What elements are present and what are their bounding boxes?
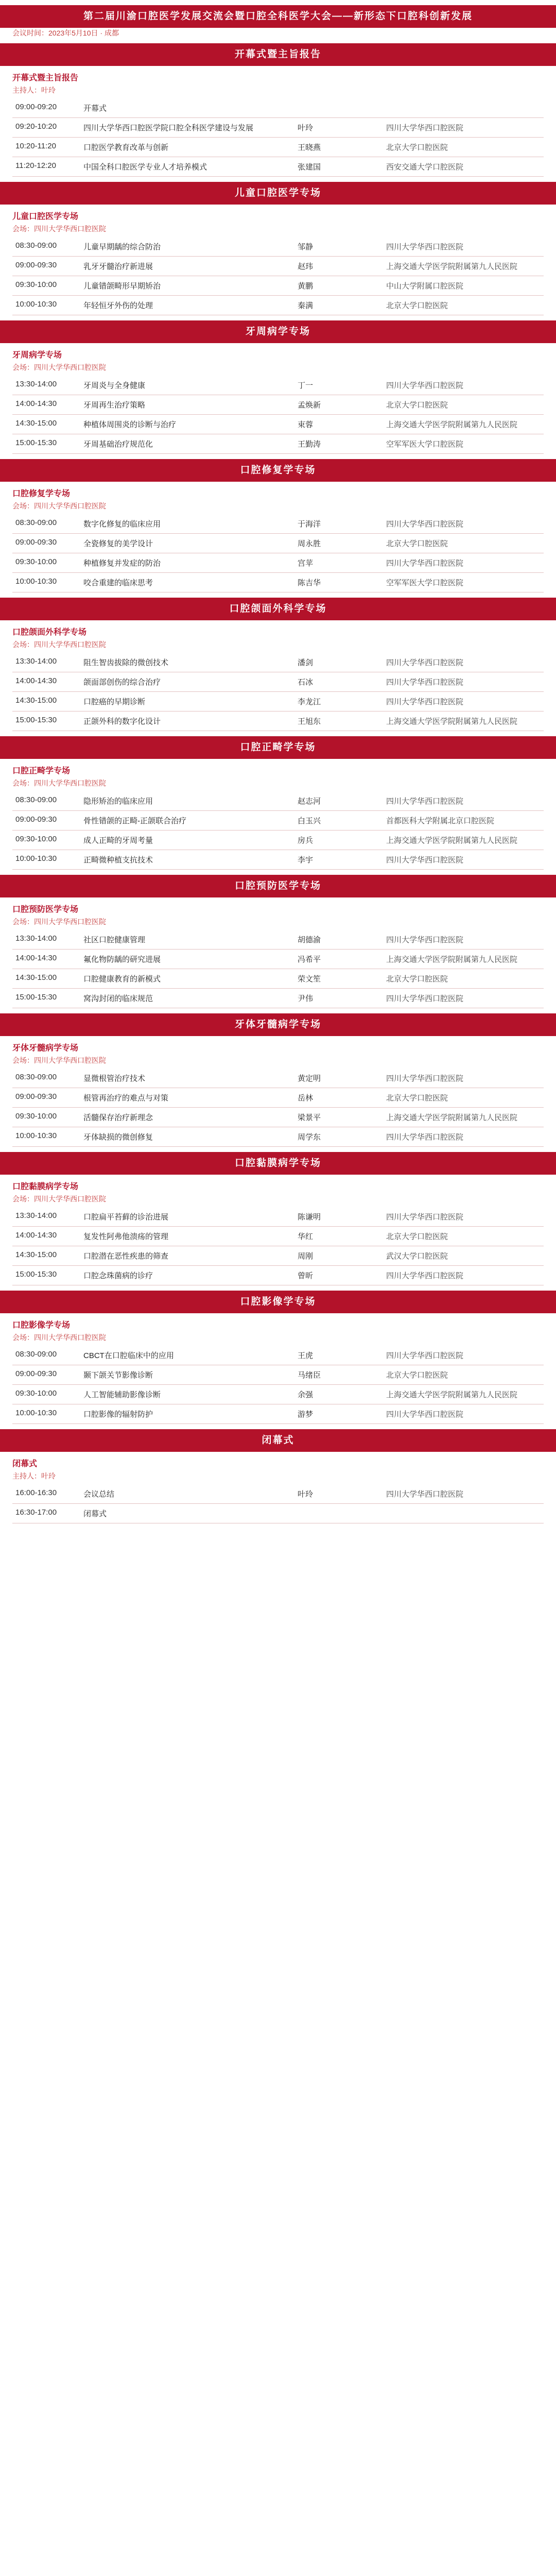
topic-cell: 乳牙牙髓治疗新进展 (80, 257, 294, 276)
affiliation-cell: 武汉大学口腔医院 (383, 1246, 544, 1266)
time-cell: 13:30-14:00 (12, 1207, 80, 1227)
schedule-row (12, 157, 544, 177)
session-title: 口腔修复学专场 (12, 489, 71, 498)
affiliation-cell: 上海交通大学医学院附属第九人民医院 (383, 711, 544, 731)
speaker-cell: 李龙江 (294, 692, 383, 711)
affiliation-cell: 中山大学附属口腔医院 (383, 276, 544, 296)
speaker-cell: 胡德渝 (294, 930, 383, 950)
schedule-row (12, 534, 544, 553)
time-cell: 09:00-09:30 (12, 1088, 80, 1108)
time-cell: 10:00-10:30 (12, 1404, 80, 1424)
speaker-cell: 王勤涛 (294, 434, 383, 454)
schedule-row (12, 1127, 544, 1147)
speaker-cell: 丁一 (294, 376, 383, 395)
affiliation-cell: 上海交通大学医学院附属第九人民医院 (383, 1108, 544, 1127)
schedule-row (12, 989, 544, 1008)
session-title: 口腔预防医学专场 (12, 905, 79, 914)
topic-cell: 数字化修复的临床应用 (80, 514, 294, 534)
speaker-cell: 岳林 (294, 1088, 383, 1108)
session-header: 口腔黏膜病学专场 (0, 1152, 556, 1175)
speaker-cell: 叶玲 (294, 118, 383, 138)
speaker-cell: 于海洋 (294, 514, 383, 534)
topic-cell: 年轻恒牙外伤的处理 (80, 296, 294, 315)
schedule-row (12, 1108, 544, 1127)
speaker-cell: 秦满 (294, 296, 383, 315)
affiliation-cell: 四川大学华西口腔医院 (383, 653, 544, 672)
time-cell: 15:00-15:30 (12, 711, 80, 731)
speaker-cell: 白玉兴 (294, 811, 383, 831)
time-cell: 10:20-11:20 (12, 138, 80, 157)
topic-cell: 口腔影像的辐射防护 (80, 1404, 294, 1424)
topic-cell: 中国全科口腔医学专业人才培养模式 (80, 157, 294, 177)
affiliation-cell: 四川大学华西口腔医院 (383, 850, 544, 870)
session-title: 儿童口腔医学专场 (12, 212, 79, 221)
schedule-row (12, 811, 544, 831)
speaker-cell: 周学东 (294, 1127, 383, 1147)
session-subtitle: 主持人：叶玲 (12, 1472, 56, 1480)
affiliation-cell: 上海交通大学医学院附属第九人民医院 (383, 831, 544, 850)
topic-cell: CBCT在口腔临床中的应用 (80, 1346, 294, 1365)
affiliation-cell (383, 98, 544, 118)
time-cell: 13:30-14:00 (12, 653, 80, 672)
speaker-cell: 王虎 (294, 1346, 383, 1365)
speaker-cell: 潘剑 (294, 653, 383, 672)
speaker-cell: 李宇 (294, 850, 383, 870)
topic-cell: 牙周基础治疗规范化 (80, 434, 294, 454)
session-subtitle: 会场：四川大学华西口腔医院 (12, 1333, 106, 1342)
schedule-row (12, 553, 544, 573)
affiliation-cell: 四川大学华西口腔医院 (383, 376, 544, 395)
affiliation-cell: 四川大学华西口腔医院 (383, 1069, 544, 1088)
speaker-cell: 周刚 (294, 1246, 383, 1266)
schedule-row (12, 415, 544, 434)
topic-cell: 复发性阿弗他溃疡的管理 (80, 1227, 294, 1246)
session-title: 口腔影像学专场 (12, 1321, 71, 1330)
topic-cell: 口腔念珠菌病的诊疗 (80, 1266, 294, 1285)
time-cell: 13:30-14:00 (12, 376, 80, 395)
affiliation-cell: 四川大学华西口腔医院 (383, 237, 544, 257)
topic-cell: 阻生智齿拔除的微创技术 (80, 653, 294, 672)
time-cell: 08:30-09:00 (12, 791, 80, 811)
session-subtitle: 会场：四川大学华西口腔医院 (12, 502, 106, 510)
session-title: 闭幕式 (12, 1460, 38, 1468)
topic-cell: 儿童早期龋的综合防治 (80, 237, 294, 257)
speaker-cell: 荣文笙 (294, 969, 383, 989)
session-title: 牙周病学专场 (12, 351, 62, 360)
sessions-container (0, 43, 556, 1523)
session-title: 开幕式暨主旨报告 (12, 74, 79, 82)
speaker-cell: 黄鹏 (294, 276, 383, 296)
affiliation-cell: 北京大学口腔医院 (383, 296, 544, 315)
session-subtitle: 会场：四川大学华西口腔医院 (12, 779, 106, 787)
speaker-cell: 房兵 (294, 831, 383, 850)
schedule-row (12, 791, 544, 811)
schedule-row (12, 672, 544, 692)
schedule-row (12, 1346, 544, 1365)
topic-cell: 窝沟封闭的临床规范 (80, 989, 294, 1008)
speaker-cell: 曾昕 (294, 1266, 383, 1285)
time-cell: 14:30-15:00 (12, 1246, 80, 1266)
speaker-cell: 黄定明 (294, 1069, 383, 1088)
affiliation-cell: 四川大学华西口腔医院 (383, 118, 544, 138)
affiliation-cell: 北京大学口腔医院 (383, 534, 544, 553)
schedule-row (12, 831, 544, 850)
session-header: 牙周病学专场 (0, 320, 556, 343)
time-cell: 14:00-14:30 (12, 672, 80, 692)
time-cell: 14:30-15:00 (12, 692, 80, 711)
schedule-row (12, 138, 544, 157)
session-header: 口腔颌面外科学专场 (0, 598, 556, 620)
session-title: 牙体牙髓病学专场 (12, 1044, 79, 1053)
speaker-cell: 束蓉 (294, 415, 383, 434)
schedule-row (12, 1385, 544, 1404)
speaker-cell: 陈谦明 (294, 1207, 383, 1227)
time-cell: 09:30-10:00 (12, 276, 80, 296)
schedule-row (12, 395, 544, 415)
schedule-row (12, 950, 544, 969)
page-subtitle: 会议时间：2023年5月10日 · 成都 (12, 29, 119, 37)
affiliation-cell: 首都医科大学附属北京口腔医院 (383, 811, 544, 831)
schedule-table (12, 653, 544, 731)
time-cell: 08:30-09:00 (12, 1346, 80, 1365)
schedule-row (12, 930, 544, 950)
session-title: 口腔颌面外科学专场 (12, 628, 87, 637)
schedule-row (12, 514, 544, 534)
time-cell: 10:00-10:30 (12, 1127, 80, 1147)
time-cell: 09:20-10:20 (12, 118, 80, 138)
session-title: 口腔黏膜病学专场 (12, 1182, 79, 1191)
speaker-cell: 王旭东 (294, 711, 383, 731)
schedule-table (12, 1069, 544, 1147)
time-cell: 09:30-10:00 (12, 553, 80, 573)
affiliation-cell: 四川大学华西口腔医院 (383, 553, 544, 573)
schedule-row (12, 1404, 544, 1424)
schedule-row (12, 1088, 544, 1108)
time-cell: 14:30-15:00 (12, 969, 80, 989)
session-header: 口腔正畸学专场 (0, 736, 556, 759)
schedule-table (12, 376, 544, 454)
topic-cell: 颞下颌关节影像诊断 (80, 1365, 294, 1385)
schedule-table (12, 237, 544, 315)
speaker-cell: 陈吉华 (294, 573, 383, 592)
speaker-cell: 马绪臣 (294, 1365, 383, 1385)
time-cell: 08:30-09:00 (12, 237, 80, 257)
time-cell: 09:00-09:30 (12, 1365, 80, 1385)
schedule-row (12, 98, 544, 118)
affiliation-cell: 四川大学华西口腔医院 (383, 672, 544, 692)
time-cell: 14:30-15:00 (12, 415, 80, 434)
session-header: 开幕式暨主旨报告 (0, 43, 556, 66)
schedule-row (12, 692, 544, 711)
schedule-row (12, 1266, 544, 1285)
schedule-table (12, 514, 544, 592)
time-cell: 15:00-15:30 (12, 989, 80, 1008)
speaker-cell: 石冰 (294, 672, 383, 692)
speaker-cell: 赵志河 (294, 791, 383, 811)
speaker-cell: 赵玮 (294, 257, 383, 276)
schedule-row (12, 653, 544, 672)
session-title: 口腔正畸学专场 (12, 767, 71, 775)
speaker-cell: 周永胜 (294, 534, 383, 553)
schedule-row (12, 1365, 544, 1385)
topic-cell: 种植体周围炎的诊断与治疗 (80, 415, 294, 434)
time-cell: 09:00-09:30 (12, 534, 80, 553)
schedule-table (12, 791, 544, 870)
topic-cell: 牙周再生治疗策略 (80, 395, 294, 415)
topic-cell: 口腔健康教育的新模式 (80, 969, 294, 989)
session-subtitle: 会场：四川大学华西口腔医院 (12, 918, 106, 926)
affiliation-cell: 空军军医大学口腔医院 (383, 434, 544, 454)
topic-cell: 口腔扁平苔藓的诊治进展 (80, 1207, 294, 1227)
schedule-row (12, 276, 544, 296)
affiliation-cell: 四川大学华西口腔医院 (383, 692, 544, 711)
session-subtitle: 会场：四川大学华西口腔医院 (12, 1056, 106, 1064)
time-cell: 09:00-09:30 (12, 811, 80, 831)
session-subtitle: 会场：四川大学华西口腔医院 (12, 363, 106, 371)
session-header: 闭幕式 (0, 1429, 556, 1452)
time-cell: 15:00-15:30 (12, 1266, 80, 1285)
affiliation-cell: 北京大学口腔医院 (383, 1227, 544, 1246)
topic-cell: 全瓷修复的美学设计 (80, 534, 294, 553)
affiliation-cell: 空军军医大学口腔医院 (383, 573, 544, 592)
speaker-cell: 游梦 (294, 1404, 383, 1424)
time-cell: 14:00-14:30 (12, 950, 80, 969)
topic-cell: 牙体缺损的微创修复 (80, 1127, 294, 1147)
speaker-cell: 邹静 (294, 237, 383, 257)
affiliation-cell: 四川大学华西口腔医院 (383, 1484, 544, 1504)
session-header: 口腔影像学专场 (0, 1291, 556, 1313)
session-header: 儿童口腔医学专场 (0, 182, 556, 205)
topic-cell: 活髓保存治疗新理念 (80, 1108, 294, 1127)
schedule-table (12, 930, 544, 1008)
time-cell: 16:30-17:00 (12, 1504, 80, 1523)
speaker-cell: 冯希平 (294, 950, 383, 969)
schedule-row (12, 257, 544, 276)
affiliation-cell: 四川大学华西口腔医院 (383, 1207, 544, 1227)
session-subtitle: 会场：四川大学华西口腔医院 (12, 225, 106, 233)
topic-cell: 咬合重建的临床思考 (80, 573, 294, 592)
session-subtitle: 主持人：叶玲 (12, 86, 56, 94)
affiliation-cell: 四川大学华西口腔医院 (383, 1404, 544, 1424)
topic-cell: 种植修复并发症的防治 (80, 553, 294, 573)
time-cell: 11:20-12:20 (12, 157, 80, 177)
topic-cell: 人工智能辅助影像诊断 (80, 1385, 294, 1404)
session-header: 牙体牙髓病学专场 (0, 1013, 556, 1036)
session-header: 口腔预防医学专场 (0, 875, 556, 897)
schedule-row (12, 1069, 544, 1088)
time-cell: 09:30-10:00 (12, 1385, 80, 1404)
topic-cell: 口腔医学教育改革与创新 (80, 138, 294, 157)
affiliation-cell: 北京大学口腔医院 (383, 395, 544, 415)
affiliation-cell: 上海交通大学医学院附属第九人民医院 (383, 950, 544, 969)
topic-cell: 显微根管治疗技术 (80, 1069, 294, 1088)
topic-cell: 开幕式 (80, 98, 294, 118)
schedule-row (12, 1207, 544, 1227)
time-cell: 09:00-09:20 (12, 98, 80, 118)
topic-cell: 根管再治疗的难点与对策 (80, 1088, 294, 1108)
speaker-cell: 孟焕新 (294, 395, 383, 415)
time-cell: 08:30-09:00 (12, 1069, 80, 1088)
topic-cell: 四川大学华西口腔医学院口腔全科医学建设与发展 (80, 118, 294, 138)
affiliation-cell: 西安交通大学口腔医院 (383, 157, 544, 177)
time-cell: 10:00-10:30 (12, 850, 80, 870)
time-cell: 09:30-10:00 (12, 831, 80, 850)
speaker-cell: 梁景平 (294, 1108, 383, 1127)
affiliation-cell: 北京大学口腔医院 (383, 1365, 544, 1385)
time-cell: 14:00-14:30 (12, 1227, 80, 1246)
affiliation-cell: 四川大学华西口腔医院 (383, 514, 544, 534)
page-title: 第二届川渝口腔医学发展交流会暨口腔全科医学大会——新形态下口腔科创新发展 (0, 5, 556, 28)
affiliation-cell: 四川大学华西口腔医院 (383, 930, 544, 950)
topic-cell: 社区口腔健康管理 (80, 930, 294, 950)
affiliation-cell: 北京大学口腔医院 (383, 138, 544, 157)
affiliation-cell: 上海交通大学医学院附属第九人民医院 (383, 415, 544, 434)
speaker-cell: 尹伟 (294, 989, 383, 1008)
time-cell: 13:30-14:00 (12, 930, 80, 950)
session-subtitle: 会场：四川大学华西口腔医院 (12, 1195, 106, 1203)
schedule-row (12, 573, 544, 592)
schedule-row (12, 1484, 544, 1504)
topic-cell: 隐形矫治的临床应用 (80, 791, 294, 811)
schedule-row (12, 1227, 544, 1246)
speaker-cell: 宫苹 (294, 553, 383, 573)
affiliation-cell: 上海交通大学医学院附属第九人民医院 (383, 1385, 544, 1404)
topic-cell: 儿童错颌畸形早期矫治 (80, 276, 294, 296)
affiliation-cell: 四川大学华西口腔医院 (383, 989, 544, 1008)
speaker-cell: 王晓燕 (294, 138, 383, 157)
time-cell: 10:00-10:30 (12, 573, 80, 592)
program-page (0, 5, 556, 2576)
schedule-row (12, 850, 544, 870)
topic-cell: 正颌外科的数字化设计 (80, 711, 294, 731)
speaker-cell: 华红 (294, 1227, 383, 1246)
time-cell: 16:00-16:30 (12, 1484, 80, 1504)
schedule-row (12, 434, 544, 454)
schedule-table (12, 1207, 544, 1285)
time-cell: 10:00-10:30 (12, 296, 80, 315)
topic-cell: 口腔癌的早期诊断 (80, 692, 294, 711)
affiliation-cell: 四川大学华西口腔医院 (383, 1266, 544, 1285)
schedule-table (12, 1346, 544, 1424)
schedule-row (12, 237, 544, 257)
time-cell: 09:30-10:00 (12, 1108, 80, 1127)
time-cell: 08:30-09:00 (12, 514, 80, 534)
affiliation-cell (383, 1504, 544, 1523)
topic-cell: 骨性错颌的正畸-正颌联合治疗 (80, 811, 294, 831)
speaker-cell (294, 1504, 383, 1523)
speaker-cell (294, 98, 383, 118)
speaker-cell: 余强 (294, 1385, 383, 1404)
session-header: 口腔修复学专场 (0, 459, 556, 482)
schedule-row (12, 118, 544, 138)
time-cell: 14:00-14:30 (12, 395, 80, 415)
session-subtitle: 会场：四川大学华西口腔医院 (12, 640, 106, 649)
time-cell: 15:00-15:30 (12, 434, 80, 454)
topic-cell: 氟化物防龋的研究进展 (80, 950, 294, 969)
topic-cell: 闭幕式 (80, 1504, 294, 1523)
topic-cell: 会议总结 (80, 1484, 294, 1504)
speaker-cell: 张建国 (294, 157, 383, 177)
schedule-table (12, 98, 544, 177)
speaker-cell: 叶玲 (294, 1484, 383, 1504)
topic-cell: 口腔潜在恶性疾患的筛查 (80, 1246, 294, 1266)
time-cell: 09:00-09:30 (12, 257, 80, 276)
affiliation-cell: 北京大学口腔医院 (383, 969, 544, 989)
schedule-row (12, 1246, 544, 1266)
schedule-row (12, 969, 544, 989)
affiliation-cell: 四川大学华西口腔医院 (383, 1346, 544, 1365)
schedule-row (12, 711, 544, 731)
topic-cell: 牙周炎与全身健康 (80, 376, 294, 395)
topic-cell: 颌面部创伤的综合治疗 (80, 672, 294, 692)
topic-cell: 正畸微种植支抗技术 (80, 850, 294, 870)
topic-cell: 成人正畸的牙周考量 (80, 831, 294, 850)
affiliation-cell: 四川大学华西口腔医院 (383, 791, 544, 811)
affiliation-cell: 四川大学华西口腔医院 (383, 1127, 544, 1147)
schedule-row (12, 296, 544, 315)
affiliation-cell: 北京大学口腔医院 (383, 1088, 544, 1108)
affiliation-cell: 上海交通大学医学院附属第九人民医院 (383, 257, 544, 276)
schedule-row (12, 1504, 544, 1523)
schedule-table (12, 1484, 544, 1523)
schedule-row (12, 376, 544, 395)
